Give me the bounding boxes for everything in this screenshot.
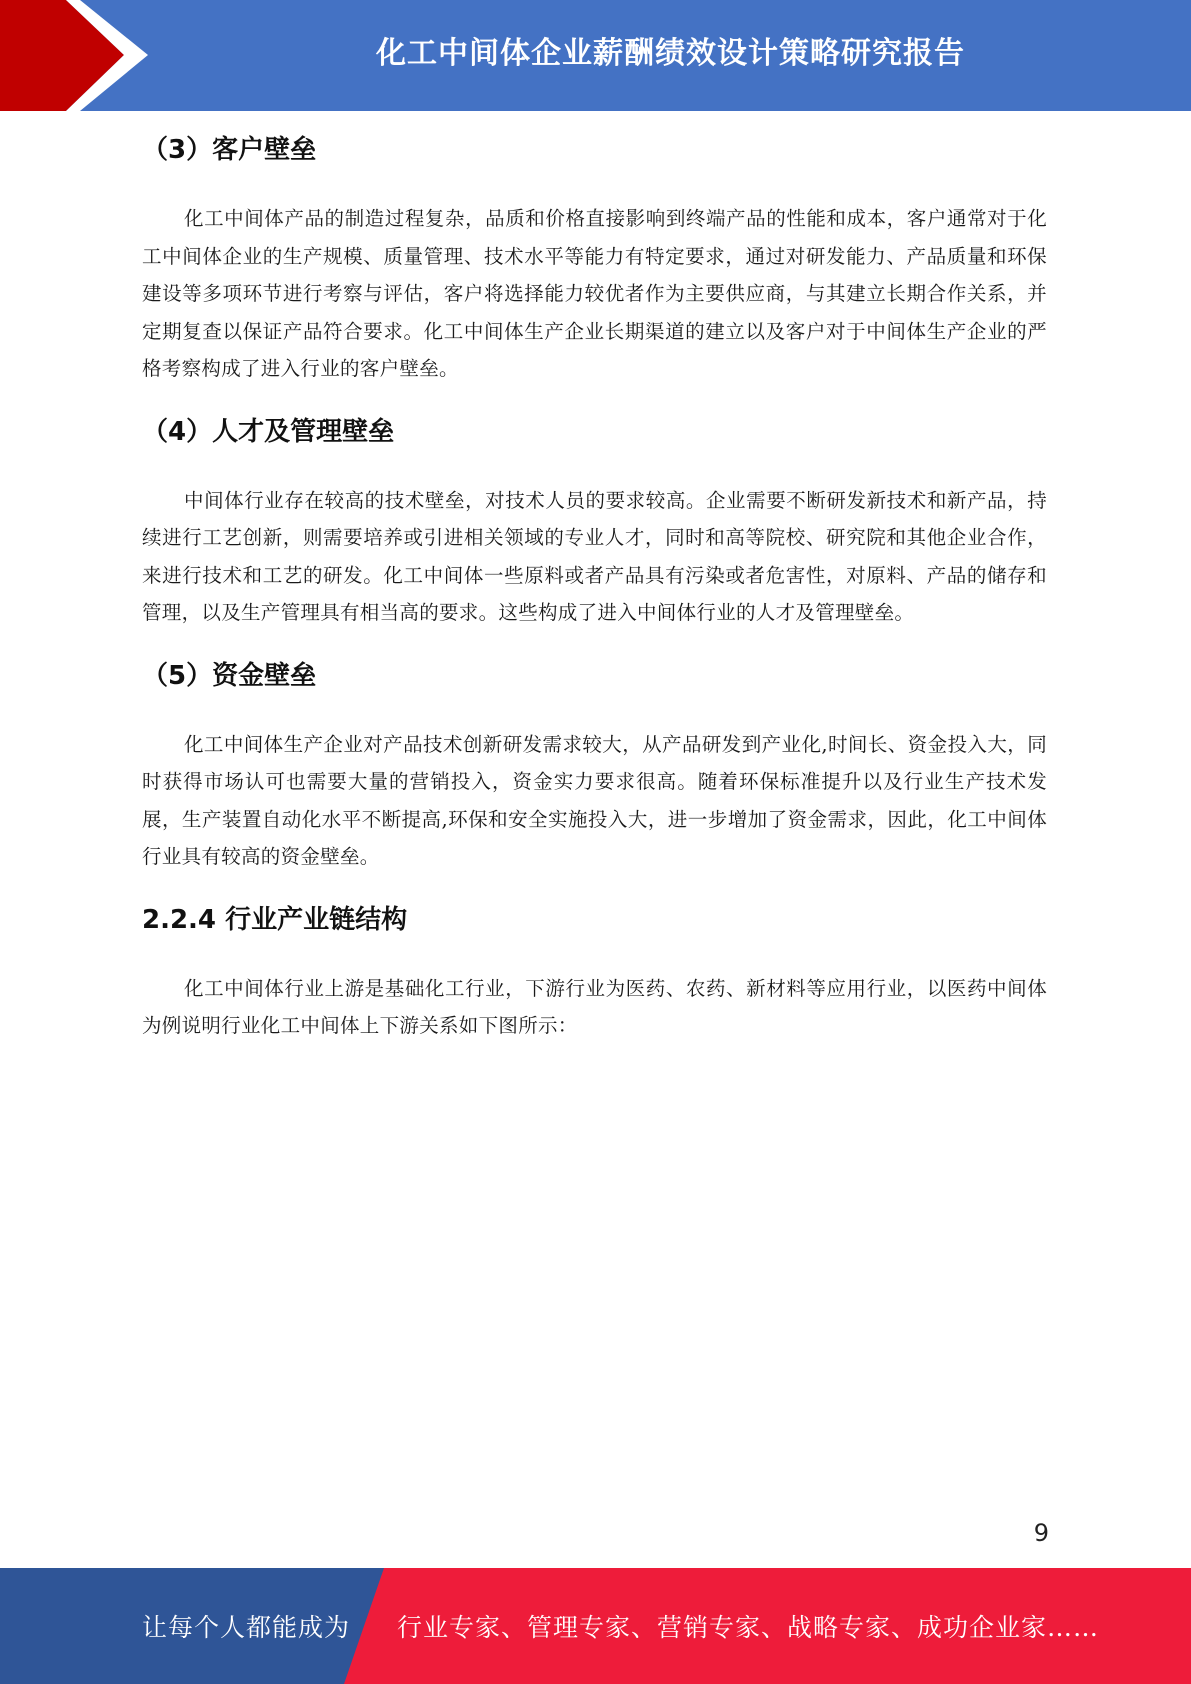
document-body (142, 128, 1047, 1045)
section-paragraph-industry-chain: 化工中间体行业上游是基础化工行业，下游行业为医药、农药、新材料等应用行业，以医药中间体为例说明行业化工中间体上下游关系如下图所示： (142, 976, 1047, 1037)
page-number: 9 (1033, 1519, 1049, 1547)
section-paragraph-capital-barrier: 化工中间体生产企业对产品技术创新研发需求较大，从产品研发到产业化,时间长、资金投入大，同时获得市场认可也需要大量的营销投入，资金实力要求很高。随着环保标准提升以及行业生产技术发展，生产装置自动化水平不断提高,环保和安全实施投入大，进一步增加了资金需求，因此，化工中间体行业具有较高的资金壁垒。 (142, 732, 1047, 868)
section-paragraph-talent-barrier: 中间体行业存在较高的技术壁垒，对技术人员的要求较高。企业需要不断研发新技术和新产品，持续进行工艺创新，则需要培养或引进相关领域的专业人才，同时和高等院校、研究院和其他企业合作，来进行技术和工艺的研发。化工中间体一些原料或者产品具有污染或者危害性，对原料、产品的储存和管理，以及生产管理具有相当高的要求。这些构成了进入中间体行业的人才及管理壁垒。 (142, 488, 1047, 624)
page-footer (0, 1568, 1191, 1684)
section-heading-talent-barrier: （4）人才及管理壁垒 (142, 416, 395, 447)
section-paragraph-customer-barrier: 化工中间体产品的制造过程复杂，品质和价格直接影响到终端产品的性能和成本，客户通常对于化工中间体企业的生产规模、质量管理、技术水平等能力有特定要求，通过对研发能力、产品质量和环保建设等多项环节进行考察与评估，客户将选择能力较优者作为主要供应商，与其建立长期合作关系，并定期复查以保证产品符合要求。化工中间体生产企业长期渠道的建立以及客户对于中间体生产企业的严格考察构成了进入行业的客户壁垒。 (142, 207, 1047, 380)
section-heading-customer-barrier: （3）客户壁垒 (142, 135, 317, 165)
header-chevron-decoration (0, 0, 160, 111)
footer-slogan-roles: 行业专家、管理专家、营销专家、战略专家、成功企业家…… (397, 1613, 1100, 1642)
page-header (0, 0, 1191, 111)
section-heading-industry-chain: 2.2.4 行业产业链结构 (142, 904, 408, 935)
footer-slogan-lead: 让每个人都能成为 (142, 1613, 351, 1642)
section-heading-capital-barrier: （5）资金壁垒 (142, 660, 317, 691)
report-title: 化工中间体企业薪酬绩效设计策略研究报告 (376, 36, 965, 71)
